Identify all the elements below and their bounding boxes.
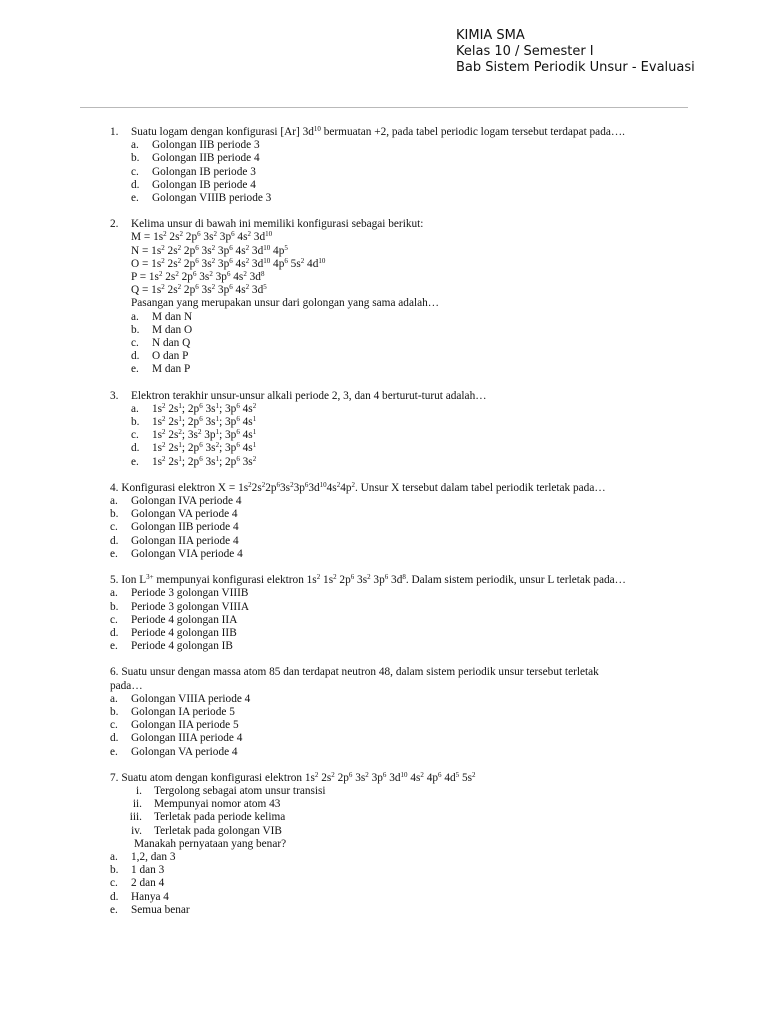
question-3 [110,390,700,469]
option: c. $1s^2$ $2s^2$; $3s^2$ $3p^1$; $3p^6$ $4s^1$ [131,428,257,442]
config-line-m: $M = 1s^2$ $2s^2$ $2p^6$ $3s^2$ $3p^6$ $4s^2$ $3d^{10}$ [131,230,273,244]
option: e. Periode 4 golongan IB [110,640,233,653]
config-line-n: $N = 1s^2$ $2s^2$ $2p^6$ $3s^2$ $3p^6$ $4s^2$ $3d^{10}$ $4p^5$ [131,243,288,257]
statement: iii. Terletak pada periode kelima [129,811,286,824]
option: b. M dan O [131,323,193,336]
document-header [456,28,695,76]
option: a. 1,2, dan 3 [110,850,176,863]
question-list [110,126,700,930]
option: e. Golongan VIA periode 4 [110,547,243,560]
options [110,851,700,917]
chapter-title: Bab Sistem Periodik Unsur - Evaluasi [456,60,695,75]
option: a. Golongan IVA periode 4 [110,495,242,508]
question-5 [110,574,700,653]
option: e. Golongan VIIIB periode 3 [131,192,272,205]
question-text: 7. Suatu atom dengan konfigurasi elektron $1s^2$ $2s^2$ $2p^6$ $3s^2$ $3p^6$ $3d^{10}$ $4s^2$ $4p^6$ $4d^5$ $5s^2$ [110,770,476,784]
option: c. 2 dan 4 [110,877,165,890]
option: c. Golongan IIA periode 5 [110,719,239,732]
statements [110,785,700,838]
option: d. Golongan IIA periode 4 [110,534,239,547]
option: c. N dan Q [131,337,191,350]
option: e. M dan P [131,363,191,376]
option: a. Periode 3 golongan VIIIB [110,587,249,600]
option: d. Golongan IIIA periode 4 [110,732,243,745]
option: d. Periode 4 golongan IIB [110,626,237,639]
class-semester: Kelas 10 / Semester I [456,44,594,59]
question-prompt: Pasangan yang merupakan unsur dari golongan yang sama adalah… [131,297,440,310]
options [131,311,700,377]
question-number: 1. [110,126,119,138]
option: c. Periode 4 golongan IIA [110,613,238,626]
question-text: 4. Konfigurasi elektron $X = 1s^22s^22p^63s^23p^63d^{10}4s^24p^2$. Unsur X tersebut dalam tabel periodik terletak pada… [110,480,606,494]
option: d. $1s^2$ $2s^1$; $2p^6$ $3s^2$; $3p^6$ $4s^1$ [131,441,257,455]
option: d. Golongan IB periode 4 [131,178,256,191]
option: b. 1 dan 3 [110,864,165,877]
question-6 [110,666,700,758]
option: a. Golongan IIB periode 3 [131,139,260,152]
option: b. Golongan IIB periode 4 [131,152,260,165]
options [131,403,700,469]
question-text-cont: pada… [110,679,143,692]
option: d. O dan P [131,350,189,363]
option: b. Periode 3 golongan VIIIA [110,600,250,613]
option: a. Golongan VIIIA periode 4 [110,692,251,705]
option: b. $1s^2$ $2s^1$; $2p^6$ $3s^1$; $3p^6$ $4s^1$ [131,415,257,429]
options [131,139,700,205]
option: b. Golongan VA periode 4 [110,508,238,521]
option: a. $1s^2$ $2s^1$; $2p^6$ $3s^1$; $3p^6$ $4s^2$ [131,401,257,415]
options [110,495,700,561]
statement: i. Tergolong sebagai atom unsur transisi [136,784,326,797]
option: c. Golongan IIB periode 4 [110,521,239,534]
question-text: Kelima unsur di bawah ini memiliki konfigurasi sebagai berikut: [131,218,424,231]
config-line-q: $Q = 1s^2$ $2s^2$ $2p^6$ $3s^2$ $3p^6$ $4s^2$ $3d^5$ [131,283,267,297]
options [110,693,700,759]
options [110,587,700,653]
question-text: Suatu logam dengan konfigurasi [Ar] $3d^{10}$ bermuatan +2, pada tabel periodic logam tersebut terdapat pada…. [131,125,625,138]
statement: ii. Mempunyai nomor atom 43 [132,798,281,811]
question-text: Elektron terakhir unsur-unsur alkali periode 2, 3, dan 4 berturut-turut adalah… [131,389,487,402]
question-prompt: Manakah pernyataan yang benar? [134,837,287,850]
question-text: 6. Suatu unsur dengan massa atom 85 dan terdapat neutron 48, dalam sistem periodik unsur tersebut terletak [110,666,599,679]
question-2 [110,218,700,376]
question-7 [110,772,700,917]
config-line-o: $O = 1s^2$ $2s^2$ $2p^6$ $3s^2$ $3p^6$ $4s^2$ $3d^{10}$ $4p^6$ $5s^2$ $4d^{10}$ [131,256,326,270]
option: e. $1s^2$ $2s^1$; $2p^6$ $3s^1$; $2p^6$ $3s^2$ [131,454,257,468]
question-text: 5. Ion $L^{3+}$ mempunyai konfigurasi elektron $1s^2$ $1s^2$ $2p^6$ $3s^2$ $3p^6$ $3d^8$. Dalam sistem periodik, unsur L terletak pada… [110,573,626,587]
option: a. M dan N [131,310,193,323]
question-number: 3. [110,389,119,402]
option: d. Hanya 4 [110,890,169,903]
question-number: 2. [110,218,119,231]
option: e. Golongan VA periode 4 [110,745,238,758]
config-line-p: $P = 1s^2$ $2s^2$ $2p^6$ $3s^2$ $3p^6$ $4s^2$ $3d^8$ [131,270,265,284]
question-4 [110,482,700,561]
question-1 [110,126,700,205]
subject-title: KIMIA SMA [456,28,525,43]
option: e. Semua benar [110,903,190,916]
statement: iv. Terletak pada golongan VIB [131,824,282,837]
option: c. Golongan IB periode 3 [131,165,256,178]
option: b. Golongan IA periode 5 [110,705,235,718]
header-divider [80,107,688,108]
